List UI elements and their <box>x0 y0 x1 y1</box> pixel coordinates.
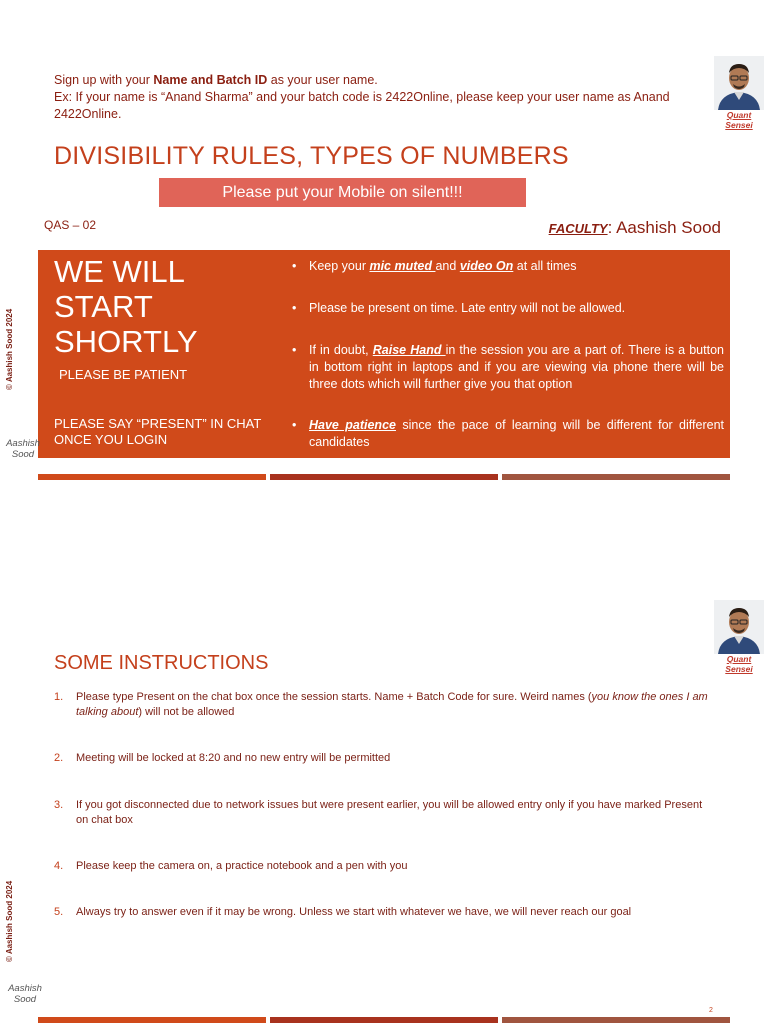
faculty-photo <box>714 56 764 110</box>
signature: Aashish Sood <box>8 983 42 1005</box>
start-shortly-heading: WE WILL START SHORTLY <box>54 254 198 359</box>
bullet-raise-hand: • If in doubt, Raise Hand in the session you are a part of. There is a button in bottom right in laptops and if you are viewing via phone there will be three dots which will further give you that option <box>292 342 724 393</box>
list-item: 5. Always try to answer even if it may be wrong. Unless we start with whatever we have, we will never reach our goal <box>54 906 632 918</box>
copyright-vertical: © Aashish Sood 2024 <box>5 880 14 962</box>
instructions-heading: SOME INSTRUCTIONS <box>54 652 269 674</box>
footer-stripe-2 <box>270 474 498 480</box>
signup-example: Ex: If your name is “Anand Sharma” and your batch code is 2422Online, please keep your user name as Anand 2422Online. <box>54 90 670 121</box>
faculty-line <box>549 218 721 238</box>
notice-bullets <box>292 258 724 451</box>
be-patient-text: PLEASE BE PATIENT <box>59 367 188 382</box>
bullet-mic: • Keep your mic muted and video On at all times <box>292 258 724 275</box>
faculty-photo <box>714 600 764 654</box>
faculty-label: FACULTY <box>548 221 608 236</box>
say-present-text: PLEASE SAY “PRESENT” IN CHAT ONCE YOU LOGIN <box>54 416 262 447</box>
faculty-photo-block <box>714 56 764 130</box>
list-item: 4. Please keep the camera on, a practice notebook and a pen with you <box>54 860 408 872</box>
signature: Aashish Sood <box>6 438 40 460</box>
list-item: 1. Please type Present on the chat box once the session starts. Name + Batch Code for sure. Weird names (you know the ones I am talking about) will not be allowed <box>54 691 708 718</box>
footer-stripe-3 <box>502 474 730 480</box>
bullet-patience: • Have patience since the pace of learning will be different for different candidates <box>292 417 724 451</box>
signup-instructions <box>54 72 684 123</box>
list-item: 2. Meeting will be locked at 8:20 and no new entry will be permitted <box>54 752 391 764</box>
footer-stripe-2 <box>270 1017 498 1023</box>
photo-caption: Quant Sensei <box>725 654 753 674</box>
signup-text-post: as your user name. <box>267 73 378 87</box>
bullet-on-time: • Please be present on time. Late entry will not be allowed. <box>292 300 724 317</box>
photo-caption: Quant Sensei <box>725 110 753 130</box>
signup-text-bold: Name and Batch ID <box>153 73 268 87</box>
copyright-vertical: © Aashish Sood 2024 <box>5 308 14 390</box>
footer-stripe-1 <box>38 474 266 480</box>
page-number: 2 <box>709 1007 713 1014</box>
silent-banner: Please put your Mobile on silent!!! <box>159 178 526 207</box>
faculty-name: : Aashish Sood <box>607 218 721 237</box>
signup-text-pre: Sign up with your <box>54 73 154 87</box>
instructions-list <box>54 690 716 920</box>
list-item: 3. If you got disconnected due to network issues but were present earlier, you will be allowed entry only if you have marked Present on chat box <box>54 799 703 826</box>
session-code: QAS – 02 <box>44 218 97 232</box>
faculty-photo-block-2 <box>714 600 764 674</box>
footer-stripe-3 <box>502 1017 730 1023</box>
footer-stripe-1 <box>38 1017 266 1023</box>
slide-title: DIVISIBILITY RULES, TYPES OF NUMBERS <box>54 142 569 170</box>
